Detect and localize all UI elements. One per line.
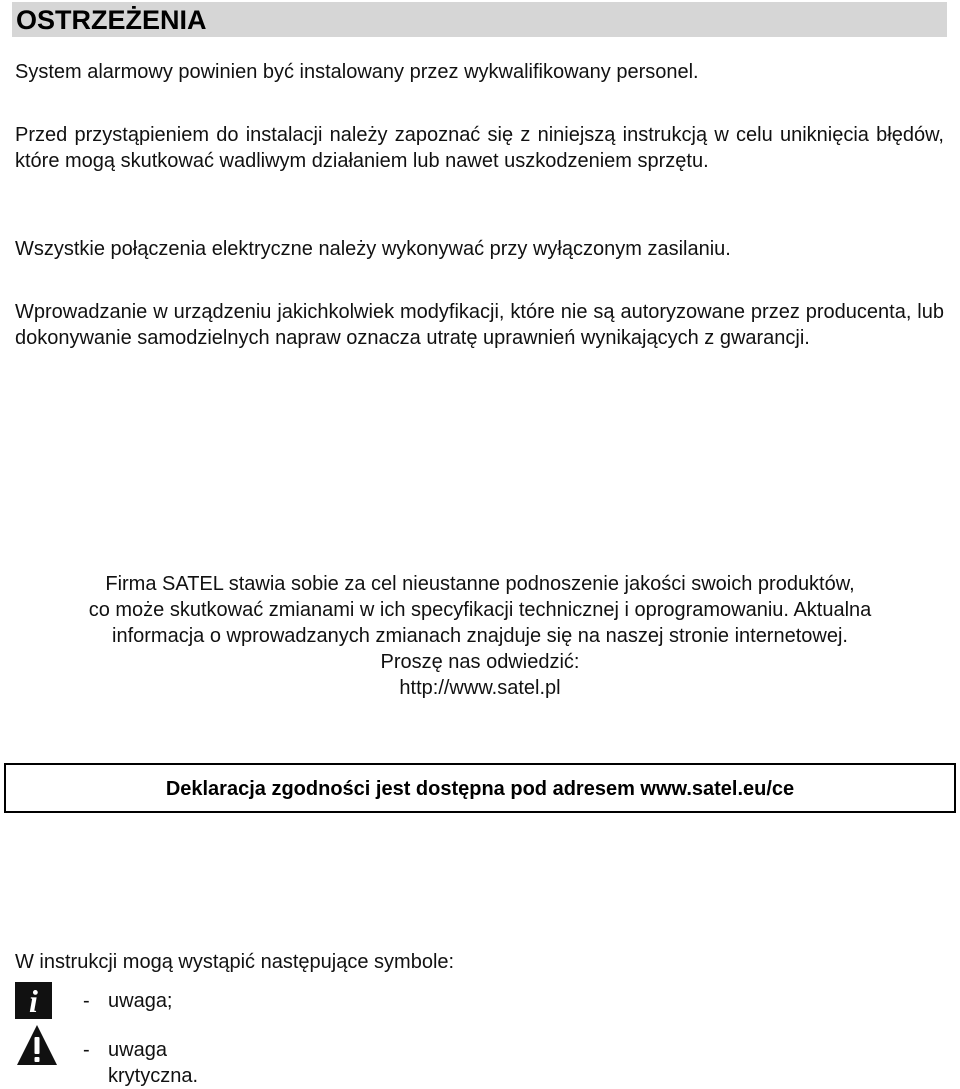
website-url: http://www.satel.pl	[399, 677, 561, 699]
company-notice-line: Firma SATEL stawia sobie za cel nieustanne podnoszenie jakości swoich produktów,	[105, 573, 855, 595]
symbols-intro: W instrukcji mogą wystąpić następujące symbole:	[15, 951, 455, 973]
symbol-dash: -	[83, 990, 90, 1012]
page-title: OSTRZEŻENIA	[16, 5, 207, 35]
paragraph-read-manual: Przed przystąpieniem do instalacji należy zapoznać się z niniejszą instrukcją w celu uniknięcia błędów, które mogą skutkować wadliwym działaniem lub nawet uszkodzeniem sprzętu.	[15, 124, 944, 172]
company-notice-line: informacja o wprowadzanych zmianach znajduje się na naszej stronie internetowej.	[112, 625, 848, 647]
symbol-label-info: uwaga;	[108, 990, 173, 1012]
info-icon	[15, 982, 52, 1024]
warning-icon	[15, 1023, 59, 1072]
heading-bar	[12, 2, 947, 37]
paragraph-qualified-personnel: System alarmowy powinien być instalowany przez wykwalifikowany personel.	[15, 61, 699, 83]
company-notice-line: Proszę nas odwiedzić:	[380, 651, 580, 673]
paragraph-warranty: Wprowadzanie w urządzeniu jakichkolwiek modyfikacji, które nie są autoryzowane przez producenta, lub dokonywanie samodzielnych napraw oznacza utratę uprawnień wynikających z gwarancji.	[15, 301, 944, 349]
symbol-dash: -	[83, 1039, 90, 1061]
declaration-text: Deklaracja zgodności jest dostępna pod adresem www.satel.eu/ce	[165, 778, 795, 800]
symbol-label-warning: uwaga krytyczna.	[108, 1039, 199, 1087]
declaration-box	[4, 763, 956, 813]
company-notice	[0, 571, 960, 701]
company-notice-line: co może skutkować zmianami w ich specyfikacji technicznej i oprogramowaniu. Aktualna	[88, 599, 872, 621]
svg-text:i: i	[29, 983, 38, 1019]
paragraph-power-off: Wszystkie połączenia elektryczne należy wykonywać przy wyłączonym zasilaniu.	[15, 238, 731, 260]
